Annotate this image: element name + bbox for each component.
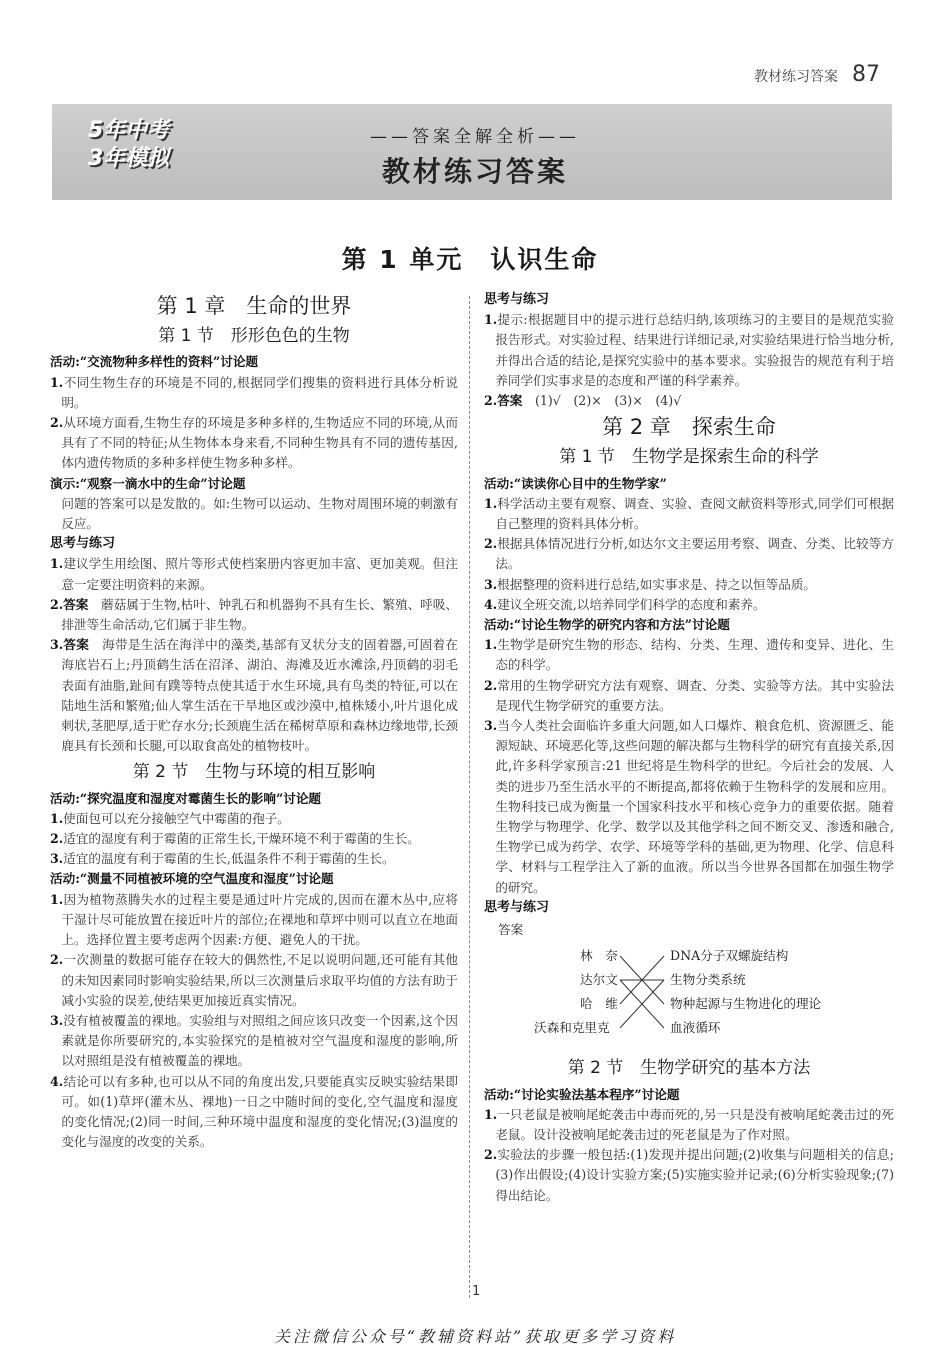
item-number: 2.答案 xyxy=(484,393,523,409)
item-number: 3.答案 xyxy=(50,637,90,653)
item-text: 一次测量的数据可能存在较大的偶然性,不足以说明问题,还可能有其他的未知因素同时影响实验结果,所以三次测量后求取平均值的方法有助于减小实验的误差,使结果更加接近真实情况。 xyxy=(61,952,458,1008)
activity-heading: 活动:“讨论生物学的研究内容和方法”讨论题 xyxy=(484,617,730,633)
answer-list xyxy=(484,1105,894,1206)
answer-item xyxy=(50,373,458,413)
section-title: 第 2 节 生物与环境的相互影响 xyxy=(132,762,376,783)
item-number: 4. xyxy=(50,1073,64,1089)
item-text: 适宜的温度有利于霉菌的生长,低温条件不利于霉菌的生长。 xyxy=(63,851,395,867)
activity-heading: 活动:“读读你心目中的生物学家” xyxy=(484,475,667,491)
answer-list xyxy=(50,554,458,756)
item-text: 根据整理的资料进行总结,如实事求是、持之以恒等品质。 xyxy=(497,576,817,592)
footer-notice: 关注微信公众号“教辅资料站”获取更多学习资料 xyxy=(273,1327,677,1346)
item-number: 3. xyxy=(484,576,498,592)
item-text: 适宜的湿度有利于霉菌的正常生长,干燥环境不利于霉菌的生长。 xyxy=(63,831,420,847)
answer-item xyxy=(50,554,458,594)
scientist-name: 沃森和克里克 xyxy=(534,1020,610,1036)
answer-item xyxy=(484,391,894,411)
answer-text: 问题的答案可以是发散的。如:生物可以运动、生物对周围环境的刺激有反应。 xyxy=(61,495,458,532)
running-header xyxy=(754,62,880,87)
item-text: 建议全班交流,以培养同学们科学的态度和素养。 xyxy=(497,596,766,612)
answer-list xyxy=(50,373,458,474)
matching-diagram xyxy=(484,944,894,1048)
item-text: 蘑菇属于生物,枯叶、钟乳石和机器狗不具有生长、繁殖、呼吸、排泄等生命活动,它们属于非生物。 xyxy=(61,596,458,633)
item-number: 2. xyxy=(484,1147,498,1163)
achievement-name: 血液循环 xyxy=(670,1020,721,1036)
answer-item xyxy=(50,890,458,951)
answer-item xyxy=(484,534,894,574)
item-text: 建议学生用绘图、照片等形式使档案册内容更加丰富、更加美观。但注意一定要注明资料的来源。 xyxy=(61,556,458,592)
answer-label: 答案 xyxy=(498,922,524,938)
item-number: 2. xyxy=(484,536,498,552)
scientist-name: 哈 维 xyxy=(580,996,618,1012)
item-text: 使面包可以充分接触空气中霉菌的孢子。 xyxy=(63,810,290,826)
logo-line2: 3年模拟 xyxy=(88,146,170,171)
item-number: 3. xyxy=(50,851,64,867)
item-number: 2.答案 xyxy=(50,596,89,612)
left-column xyxy=(50,290,458,1152)
achievement-name: DNA分子双螺旋结构 xyxy=(670,948,789,964)
answer-item xyxy=(50,950,458,1011)
item-text: (1)√ (2)× (3)× (4)√ xyxy=(522,393,682,409)
item-text: 没有植被覆盖的裸地。实验组与对照组之间应该只改变一个因素,这个因素就是你所要研究的,本实验探究的是植被对空气温度和湿度的影响,所以对照组是没有植被覆盖的裸地。 xyxy=(61,1012,458,1069)
item-number: 2. xyxy=(50,952,64,968)
right-column xyxy=(484,290,894,1206)
banner-title: 教材练习答案 xyxy=(381,155,568,188)
answer-item xyxy=(484,595,894,615)
banner-subtitle: ——答案全解全析—— xyxy=(370,127,580,147)
running-title: 教材练习答案 xyxy=(754,69,838,85)
answer-list xyxy=(50,809,458,870)
scientist-name: 林 奈 xyxy=(580,948,618,964)
answer-item xyxy=(484,676,894,716)
answer-item xyxy=(484,1145,894,1206)
scientist-name: 达尔文 xyxy=(580,972,618,988)
answer-item xyxy=(50,413,458,474)
item-text: 不同生物生存的环境是不同的,根据同学们搜集的资料进行具体分析说明。 xyxy=(61,374,458,410)
exercise-heading: 思考与练习 xyxy=(50,536,116,552)
item-text: 一只老鼠是被响尾蛇袭击中毒而死的,另一只是没有被响尾蛇袭击过的死老鼠。设计没被响尾蛇袭击过的死老鼠是为了作对照。 xyxy=(495,1106,894,1142)
section-title: 第 2 节 生物学研究的基本方法 xyxy=(567,1058,811,1079)
item-text: 科学活动主要有观察、调查、实验、查阅文献资料等形式,同学们可根据自己整理的资料具体分析。 xyxy=(495,495,894,532)
answer-item xyxy=(484,575,894,595)
item-text: 海带是生活在海洋中的藻类,基部有叉状分支的固着器,可固着在海底岩石上;丹顶鹤生活在沼泽、湖泊、海滩及近水滩涂,丹顶鹤的羽毛表面有油脂,趾间有蹼等特点使其适于水生环境,具有鸟类的特征,可以在陆地生活和繁殖;仙人掌生活在干旱地区或沙漠中,植株矮小,叶片退化成刺状,茎肥厚,适于贮存水分;长颈鹿生活在稀树草原和森林边缘地带,长颈鹿具有长颈和长腿,可以取食高处的植物枝叶。 xyxy=(61,637,458,754)
answer-item xyxy=(50,809,458,829)
answer-item xyxy=(50,635,458,756)
item-text: 因为植物蒸腾失水的过程主要是通过叶片完成的,因而在灌木丛中,应将干湿计尽可能放置在接近叶片的部位;在裸地和草坪中则可以直立在地面上。选择位置主要考虑两个因素:方便、避免人的干扰。 xyxy=(61,891,458,948)
item-text: 从环境方面看,生物生存的环境是多种多样的,生物适应不同的环境,从而具有了不同的特征;从生物体本身来看,不同种生物具有不同的遗传基因,体内遗传物质的多种多样使生物多种多样。 xyxy=(61,415,458,471)
answer-list xyxy=(484,494,894,615)
chapter-title: 第 1 章 生命的世界 xyxy=(156,294,352,318)
chapter-title: 第 2 章 探索生命 xyxy=(602,415,776,440)
activity-heading: 活动:“讨论实验法基本程序”讨论题 xyxy=(484,1086,680,1102)
answer-item xyxy=(50,595,458,635)
achievement-name: 生物分类系统 xyxy=(670,972,746,988)
item-number: 1. xyxy=(484,495,498,511)
page-number: 87 xyxy=(852,62,880,87)
item-text: 生物学是研究生物的形态、结构、分类、生理、遗传和变异、进化、生态的科学。 xyxy=(495,637,894,673)
exercise-heading: 思考与练习 xyxy=(484,899,550,915)
answer-list xyxy=(50,890,458,1153)
activity-heading: 活动:“测量不同植被环境的空气温度和湿度”讨论题 xyxy=(50,871,334,887)
item-text: 结论可以有多种,也可以从不同的角度出发,只要能真实反映实验结果即可。如(1)草坪(灌木丛、裸地)一日之中随时间的变化,空气温度和湿度的变化情况;(2)同一时间,三种环境中温度和湿度的变化情况;(3)温度的变化与湿度的改变的关系。 xyxy=(61,1073,458,1150)
answer-item xyxy=(484,494,894,534)
item-text: 根据具体情况进行分析,如达尔文主要运用考察、调查、分类、比较等方法。 xyxy=(495,536,894,572)
bottom-page-number: 1 xyxy=(472,1284,481,1299)
item-text: 常用的生物学研究方法有观察、调查、分类、实验等方法。其中实验法是现代生物学研究的重要方法。 xyxy=(495,677,894,713)
item-number: 1. xyxy=(484,1106,498,1122)
answer-item xyxy=(484,1105,894,1145)
unit-title: 第 1 单元 认识生命 xyxy=(341,245,599,274)
answer-item xyxy=(484,635,894,675)
answer-item xyxy=(50,1011,458,1072)
answer-list xyxy=(484,310,894,411)
item-number: 2. xyxy=(50,415,64,431)
item-number: 1. xyxy=(50,556,64,572)
item-number: 1. xyxy=(50,374,64,390)
answer-item xyxy=(484,310,894,391)
achievement-name: 物种起源与生物进化的理论 xyxy=(670,996,822,1012)
item-number: 4. xyxy=(484,596,498,612)
item-number: 3. xyxy=(50,1012,64,1028)
logo-line1: 5年中考 xyxy=(88,118,170,143)
item-text: 实验法的步骤一般包括:(1)发现并提出问题;(2)收集与问题相关的信息;(3)作出假设;(4)设计实验方案;(5)实施实验并记录;(6)分析实验现象;(7)得出结论。 xyxy=(495,1147,894,1203)
item-text: 提示:根据题目中的提示进行总结归纳,该项练习的主要目的是规范实验报告形式。对实验过程、结果进行详细记录,对实验结果进行恰当地分析,并得出合适的结论,是探究实验中的基本要求。实验报告的规范有利于培养同学们实事求是的态度和严谨的科学素养。 xyxy=(495,312,894,388)
item-number: 2. xyxy=(50,831,64,847)
item-text: 当今人类社会面临许多重大问题,如人口爆炸、粮食危机、资源匮乏、能源短缺、环境恶化等,这些问题的解决都与生物科学的研究有直接关系,因此,许多科学家预言:21 世纪将是生物科学的世纪。今后社会的发展、人类的进步乃至生活水平的不断提高,都将依赖于生物科学的发展和应用。生物科技已成为衡量一个国家科技水平和核心竞争力的重要依据。随着生物学与物理学、化学、数学以及其他学科之间不断交叉、渗透和融合,生物学已成为药学、农学、环境等学科的基础,更为物理、化学、信息科学、材料与工程学注入了新的血液。所以当今世界各国都在加强生物学的研究。 xyxy=(495,718,894,895)
answer-item xyxy=(484,716,894,898)
exercise-heading: 思考与练习 xyxy=(484,292,550,307)
item-number: 1. xyxy=(484,637,498,653)
answer-item xyxy=(50,829,458,849)
activity-heading: 活动:“探究温度和湿度对霉菌生长的影响”讨论题 xyxy=(50,790,322,806)
demo-heading: 演示:“观察一滴水中的生命”讨论题 xyxy=(50,475,246,491)
item-number: 1. xyxy=(50,891,64,907)
answer-item xyxy=(50,1072,458,1153)
column-divider xyxy=(469,296,470,1298)
item-number: 2. xyxy=(484,677,498,693)
section-title: 第 1 节 形形色色的生物 xyxy=(158,326,350,347)
item-number: 3. xyxy=(484,718,498,734)
answer-list xyxy=(484,635,894,898)
answer-item xyxy=(50,849,458,869)
item-number: 1. xyxy=(484,312,498,328)
activity-heading: 活动:“交流物种多样性的资料”讨论题 xyxy=(50,354,259,370)
item-number: 1. xyxy=(50,810,64,826)
section-title: 第 1 节 生物学是探索生命的科学 xyxy=(559,447,819,468)
